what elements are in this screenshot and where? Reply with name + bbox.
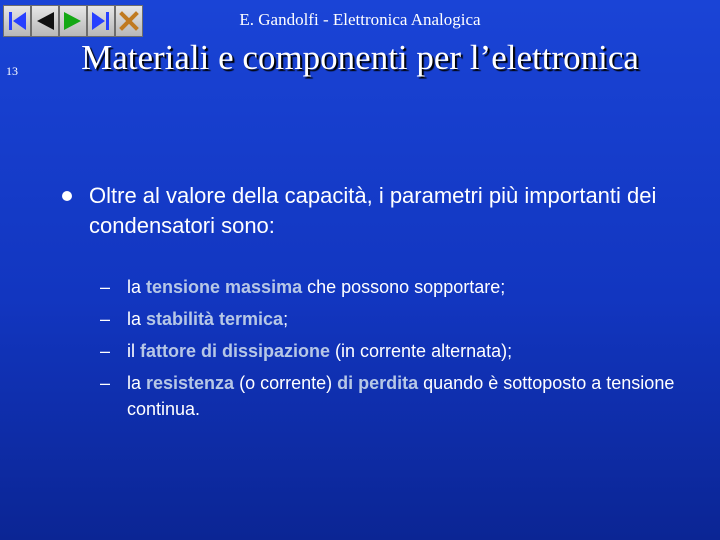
dash-marker: – xyxy=(100,341,111,361)
sub-bullet-text xyxy=(127,274,700,300)
text-run: la xyxy=(127,309,147,329)
highlighted-term: fattore di dissipazione xyxy=(140,341,331,361)
dash-marker: – xyxy=(100,277,111,297)
highlighted-term: di perdita xyxy=(337,373,419,393)
text-run: che possono sopportare; xyxy=(302,277,506,297)
sub-bullet-text xyxy=(127,370,700,422)
sub-bullet-item xyxy=(100,338,700,364)
text-run: (in corrente alternata); xyxy=(330,341,513,361)
sub-bullet-item xyxy=(100,306,700,332)
slide-number: 13 xyxy=(6,64,18,78)
sub-bullet-item xyxy=(100,274,700,300)
highlighted-term: tensione massima xyxy=(146,277,303,297)
text-run: (o corrente) xyxy=(234,373,338,393)
dash-marker: – xyxy=(100,309,111,329)
sub-bullet-text xyxy=(127,306,700,332)
highlighted-term: resistenza xyxy=(146,373,235,393)
text-run: ; xyxy=(283,309,289,329)
bullet-dot-icon xyxy=(62,191,72,201)
highlighted-term: stabilità termica xyxy=(146,309,284,329)
dash-marker: – xyxy=(100,373,111,393)
text-run: la xyxy=(127,277,147,297)
sub-bullet-text xyxy=(127,338,700,364)
main-bullet xyxy=(62,181,682,241)
text-run: la xyxy=(127,373,147,393)
sub-bullet-item xyxy=(100,370,700,422)
text-run: quando è sottoposto a tensione continua. xyxy=(127,373,675,419)
sub-bullet-list xyxy=(100,274,700,428)
slide-title: Materiali e componenti per l’elettronica xyxy=(81,38,639,77)
text-run: il xyxy=(127,341,140,361)
course-header: E. Gandolfi - Elettronica Analogica xyxy=(239,10,481,29)
main-bullet-text: Oltre al valore della capacità, i parametri più importanti dei condensatori sono: xyxy=(89,183,657,238)
